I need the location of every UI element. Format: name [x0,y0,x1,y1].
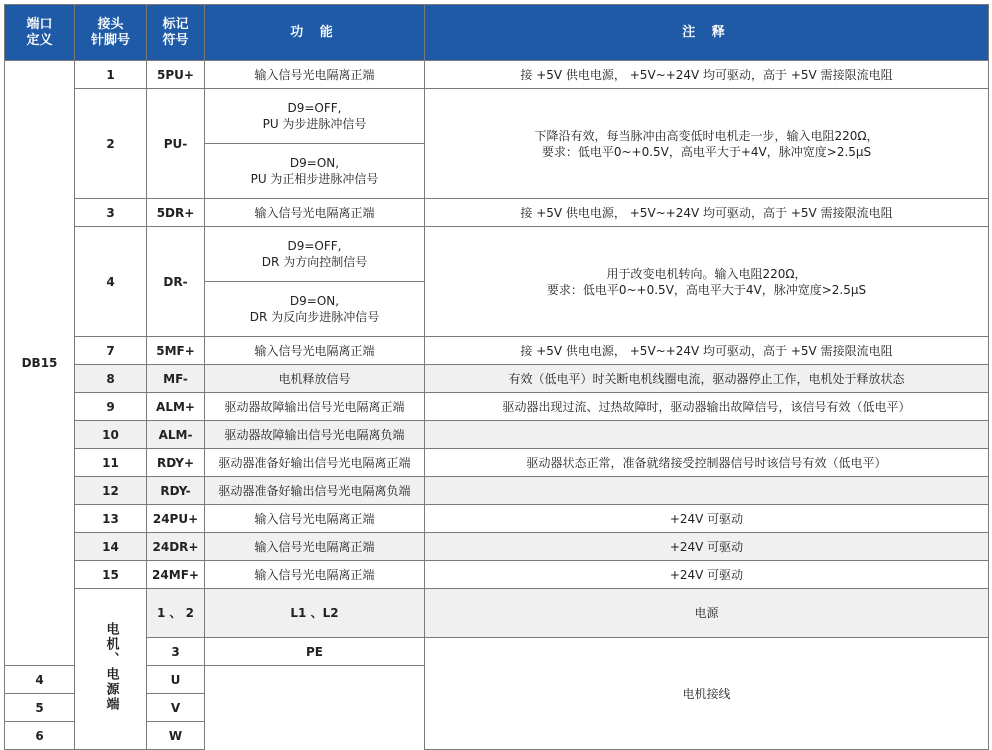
pin-symbol: MF- [147,365,205,393]
header-symbol: 标记 符号 [147,5,205,61]
pin-symbol: ALM- [147,421,205,449]
pin-no: 4 [75,227,147,337]
pin-note: 用于改变电机转向。输入电阻220Ω， 要求：低电平0~+0.5V，高电平大于4V，脉冲宽度>2.5μS [425,227,989,337]
header-port-def: 端口 定义 [5,5,75,61]
pin-definition-table [4,4,989,750]
pin-symbol: U [147,666,205,694]
pin-function: 驱动器故障输出信号光电隔离负端 [205,421,425,449]
pin-symbol: L1 、L2 [205,589,425,638]
pin-function: 输入信号光电隔离正端 [205,505,425,533]
pin-note: 接 +5V 供电电源， +5V~+24V 均可驱动，高于 +5V 需接限流电阻 [425,61,989,89]
pin-symbol: DR- [147,227,205,337]
motor-wiring-function: 电机接线 [425,638,989,750]
pin-symbol: V [147,694,205,722]
pin-symbol: RDY+ [147,449,205,477]
pin-symbol: 5DR+ [147,199,205,227]
pin-function-off: D9=OFF, DR 为方向控制信号 [205,227,425,282]
table-row [5,561,989,589]
pin-symbol: ALM+ [147,393,205,421]
pin-note: 驱动器状态正常，准备就绪接受控制器信号时该信号有效（低电平） [425,449,989,477]
table-row [5,589,989,638]
pin-function-on: D9=ON, PU 为正相步进脉冲信号 [205,144,425,199]
pin-symbol: PE [205,638,425,666]
header-notes: 注 释 [425,5,989,61]
pin-symbol: 5MF+ [147,337,205,365]
pin-no: 15 [75,561,147,589]
pin-no: 2 [75,89,147,199]
header-function: 功 能 [205,5,425,61]
pin-symbol: 5PU+ [147,61,205,89]
pin-function: 电源 [425,589,989,638]
table-row [5,421,989,449]
pin-note: 驱动器出现过流、过热故障时，驱动器输出故障信号，该信号有效（低电平） [425,393,989,421]
table-row [5,505,989,533]
pin-function: 驱动器准备好输出信号光电隔离负端 [205,477,425,505]
table-row [5,638,989,666]
pin-no: 9 [75,393,147,421]
pin-function-off: D9=OFF, PU 为步进脉冲信号 [205,89,425,144]
pin-no: 14 [75,533,147,561]
pin-no: 8 [75,365,147,393]
pin-note: 接 +5V 供电电源， +5V~+24V 均可驱动，高于 +5V 需接限流电阻 [425,199,989,227]
pin-note [425,477,989,505]
pin-no: 5 [5,694,75,722]
table-row [5,337,989,365]
pin-note: +24V 可驱动 [425,505,989,533]
pin-note: +24V 可驱动 [425,561,989,589]
pin-symbol: RDY- [147,477,205,505]
pin-function: 输入信号光电隔离正端 [205,199,425,227]
header-row [5,5,989,61]
pin-function: 输入信号光电隔离正端 [205,533,425,561]
pin-symbol: 24MF+ [147,561,205,589]
table-row [5,449,989,477]
pin-symbol: 24DR+ [147,533,205,561]
pin-no: 10 [75,421,147,449]
table-row [5,393,989,421]
pin-note: 接 +5V 供电电源， +5V~+24V 均可驱动，高于 +5V 需接限流电阻 [425,337,989,365]
header-pin-no: 接头 针脚号 [75,5,147,61]
table-row [5,227,989,282]
pin-function: 电机释放信号 [205,365,425,393]
pin-no: 3 [75,199,147,227]
pin-symbol: PU- [147,89,205,199]
pin-note: 有效（低电平）时关断电机线圈电流，驱动器停止工作，电机处于释放状态 [425,365,989,393]
pin-note: +24V 可驱动 [425,533,989,561]
pin-no: 4 [5,666,75,694]
pin-no: 13 [75,505,147,533]
pin-no: 1 、 2 [147,589,205,638]
table-row [5,533,989,561]
pin-symbol: 24PU+ [147,505,205,533]
table-row [5,365,989,393]
pin-no: 12 [75,477,147,505]
pin-no: 3 [147,638,205,666]
pin-function: 输入信号光电隔离正端 [205,61,425,89]
group-power: 电机、电源端 [75,589,147,750]
pin-no: 6 [5,722,75,750]
table-row [5,61,989,89]
pin-symbol: W [147,722,205,750]
pin-note: 下降沿有效，每当脉冲由高变低时电机走一步，输入电阻220Ω， 要求：低电平0~+0.5V，高电平大于+4V，脉冲宽度>2.5μS [425,89,989,199]
pin-function: 输入信号光电隔离正端 [205,561,425,589]
pin-function-on: D9=ON, DR 为反向步进脉冲信号 [205,282,425,337]
table-row [5,199,989,227]
pin-no: 11 [75,449,147,477]
pin-no: 1 [75,61,147,89]
table-row [5,477,989,505]
table-row [5,89,989,144]
group-db15: DB15 [5,61,75,666]
pin-function: 驱动器准备好输出信号光电隔离正端 [205,449,425,477]
pin-no: 7 [75,337,147,365]
pin-function: 输入信号光电隔离正端 [205,337,425,365]
pin-note [425,421,989,449]
pin-function: 驱动器故障输出信号光电隔离正端 [205,393,425,421]
